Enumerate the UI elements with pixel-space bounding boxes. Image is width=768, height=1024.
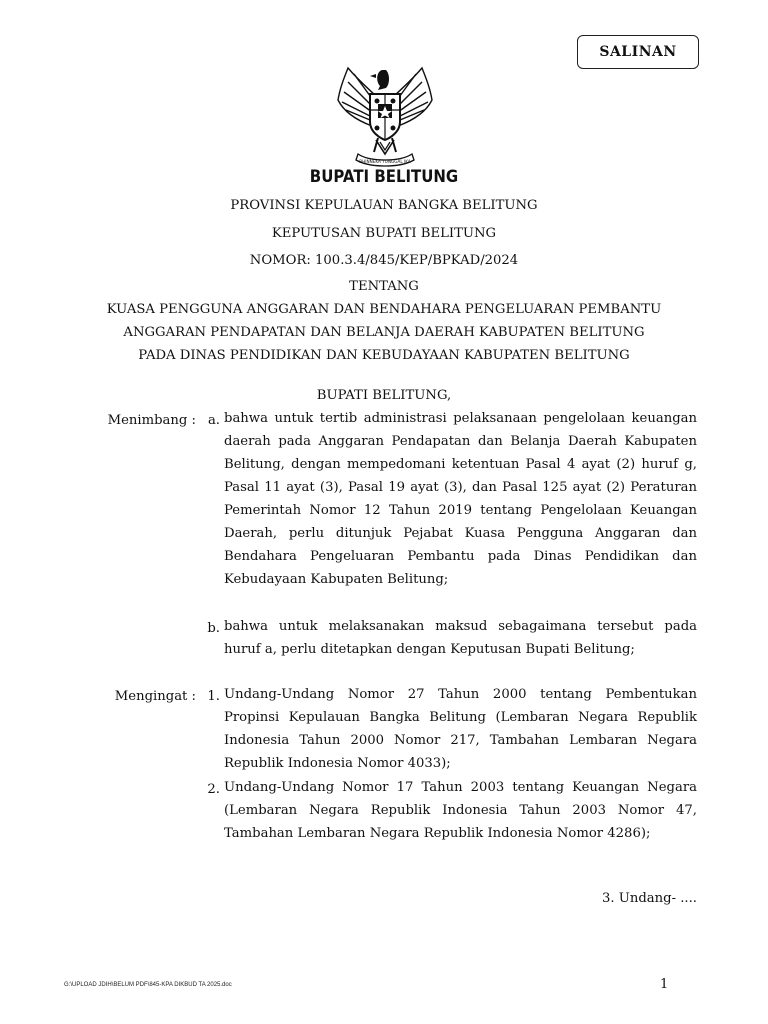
decree-number: NOMOR: 100.3.4/845/KEP/BPKAD/2024 (249, 253, 519, 268)
item-marker: a. (207, 413, 220, 428)
province-name: PROVINSI KEPULAUAN BANGKA BELITUNG (230, 198, 538, 213)
subject-line: PADA DINAS PENDIDIKAN DAN KEBUDAYAAN KABUPATEN BELITUNG (138, 348, 630, 363)
subject-line: ANGGARAN PENDAPATAN DAN BELANJA DAERAH KABUPATEN BELITUNG (123, 325, 645, 340)
about-heading: TENTANG (349, 279, 419, 294)
considering-label: Menimbang : (107, 413, 196, 428)
garuda-pancasila-emblem-icon (330, 60, 440, 172)
file-path: G:\UPLOAD JDIH\BELUM PDF\845-KPA DIKBUD TA 2025.doc (64, 982, 232, 988)
decree-type: KEPUTUSAN BUPATI BELITUNG (271, 226, 497, 241)
recalling-item-2: Undang-Undang Nomor 17 Tahun 2003 tentang Keuangan Negara (Lembaran Negara Republik Indonesia Tahun 2003 Nomor 47, Tambahan Lembaran Negara Republik Indonesia Nomor 4286); (224, 780, 697, 841)
page-number: 1 (660, 977, 669, 992)
next-page-reference: 3. Undang- .... (601, 891, 697, 906)
recalling-label: Mengingat : (114, 689, 196, 704)
issuer-line: BUPATI BELITUNG, (316, 388, 452, 403)
considering-item-a: bahwa untuk tertib administrasi pelaksanaan pengelolaan keuangan daerah pada Anggaran Pendapatan dan Belanja Daerah Kabupaten Belitung, dengan mempedomani ketentuan Pasal 4 ayat (2) huruf g, Pasal 11 ayat (3), Pasal 19 ayat (3), dan Pasal 125 ayat (2) Peraturan Pemerintah Nomor 12 Tahun 2019 tentang Pengelolaan Keuangan Daerah, perlu ditunjuk Pejabat Kuasa Pengguna Anggaran dan Bendahara Pengeluaran Pembantu pada Dinas Pendidikan dan Kebudayaan Kabupaten Belitung; (224, 411, 697, 587)
item-marker: b. (207, 621, 220, 636)
salinan-stamp: SALINAN (577, 35, 699, 69)
subject-line: KUASA PENGGUNA ANGGARAN DAN BENDAHARA PENGELUARAN PEMBANTU (106, 302, 662, 317)
item-marker: 2. (207, 782, 220, 797)
authority-title: BUPATI BELITUNG (309, 167, 459, 187)
recalling-item-1: Undang-Undang Nomor 27 Tahun 2000 tentang Pembentukan Propinsi Kepulauan Bangka Belitung (Lembaran Negara Republik Indonesia Tahun 2000 Nomor 217, Tambahan Lembaran Negara Republik Indonesia Nomor 4033); (224, 687, 697, 771)
considering-item-b: bahwa untuk melaksanakan maksud sebagaimana tersebut pada huruf a, perlu ditetapkan dengan Keputusan Bupati Belitung; (224, 619, 697, 657)
item-marker: 1. (207, 689, 220, 704)
svg-text:BHINNEKA TUNGGAL IKA: BHINNEKA TUNGGAL IKA (359, 159, 411, 164)
